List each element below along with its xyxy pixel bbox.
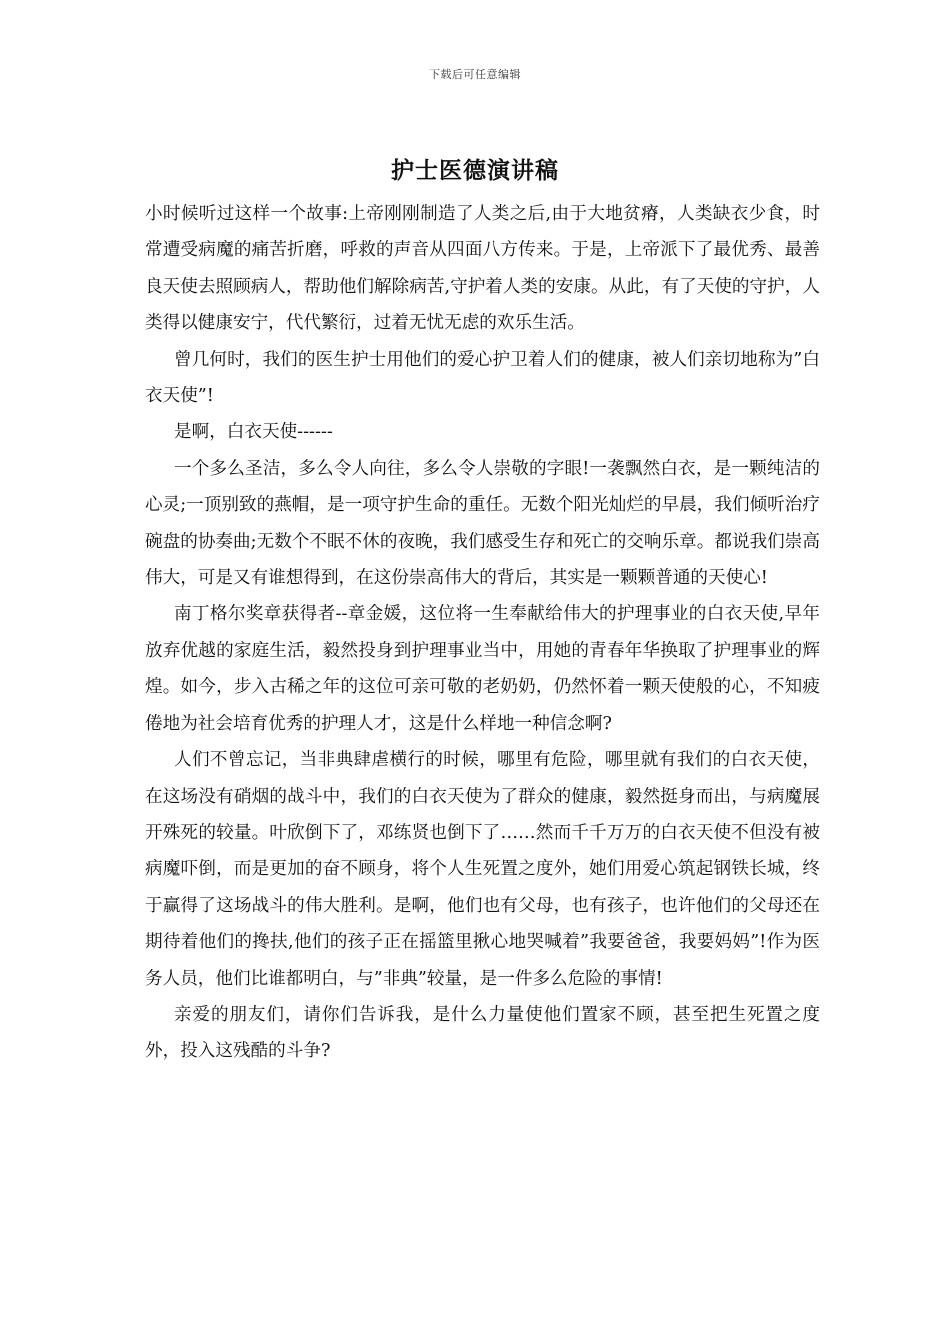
paragraph: 一个多么圣洁，多么令人向往，多么令人崇敬的字眼!一袭飘然白衣，是一颗纯洁的心灵;一顶别致的燕帽，是一项守护生命的重任。无数个阳光灿烂的早晨，我们倾听治疗碗盘的协奏曲;无数个不眠不休的夜晚，我们感受生存和死亡的交响乐章。都说我们崇高伟大，可是又有谁想得到，在这份崇高伟大的背后，其实是一颗颗普通的天使心! (145, 458, 820, 589)
paragraph: 亲爱的朋友们，请你们告诉我，是什么力量使他们置家不顾，甚至把生死置之度外，投入这残酷的斗争? (145, 1004, 820, 1062)
paragraph: 曾几何时，我们的医生护士用他们的爱心护卫着人们的健康，被人们亲切地称为”白衣天使”! (145, 349, 820, 407)
paragraph: 人们不曾忘记，当非典肆虐横行的时候，哪里有危险，哪里就有我们的白衣天使，在这场没有硝烟的战斗中，我们的白衣天使为了群众的健康，毅然挺身而出，与病魔展开殊死的较量。叶欣倒下了，邓练贤也倒下了……然而千千万万的白衣天使不但没有被病魔吓倒，而是更加的奋不顾身，将个人生死置之度外，她们用爱心筑起钢铁长城，终于赢得了这场战斗的伟大胜利。是啊，他们也有父母，也有孩子，也许他们的父母还在期待着他们的搀扶,他们的孩子正在摇篮里揪心地哭喊着”我要爸爸，我要妈妈”!作为医务人员，他们比谁都明白，与”非典”较量，是一件多么危险的事情! (145, 750, 820, 989)
document-body (145, 196, 820, 1070)
paragraph: 南丁格尔奖章获得者--章金媛，这位将一生奉献给伟大的护理事业的白衣天使,早年放弃优越的家庭生活，毅然投身到护理事业当中，用她的青春年华换取了护理事业的辉煌。如今，步入古稀之年的这位可亲可敬的老奶奶，仍然怀着一颗天使般的心，不知疲倦地为社会培育优秀的护理人才，这是什么样地一种信念啊? (145, 604, 820, 734)
header-note: 下载后可任意编辑 (429, 68, 521, 81)
paragraph: 是啊，白衣天使------ (174, 422, 333, 443)
paragraph: 小时候听过这样一个故事:上帝刚刚制造了人类之后,由于大地贫瘠，人类缺衣少食，时常遭受病魔的痛苦折磨，呼救的声音从四面八方传来。于是，上帝派下了最优秀、最善良天使去照顾病人，帮助他们解除病苦,守护着人类的安康。从此，有了天使的守护，人类得以健康安宁，代代繁衍，过着无忧无虑的欢乐生活。 (145, 204, 820, 334)
document-title: 护士医德演讲稿 (391, 157, 559, 184)
